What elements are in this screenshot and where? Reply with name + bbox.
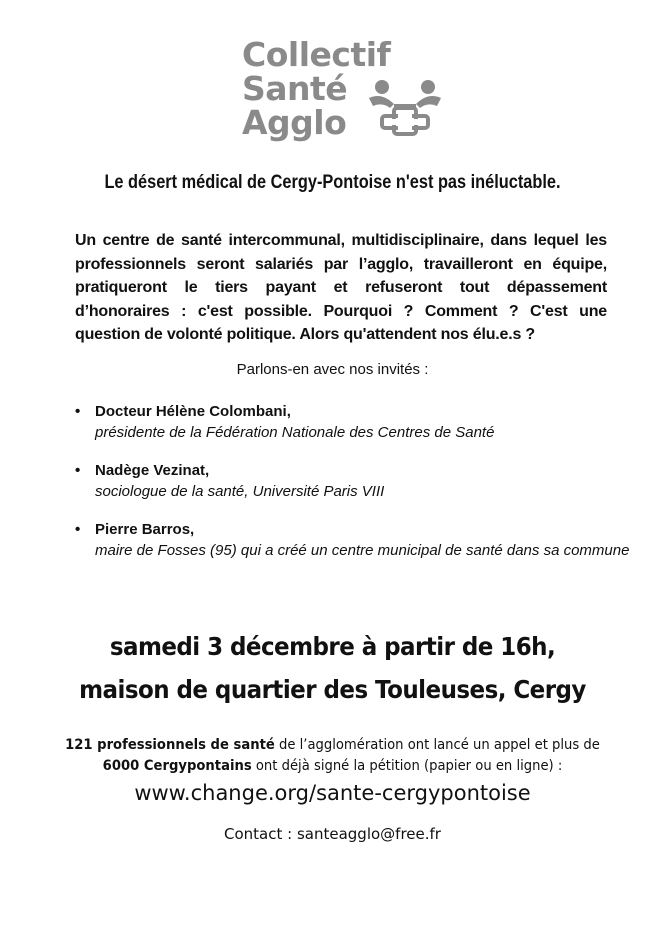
logo-text-agglo: Agglo bbox=[242, 103, 347, 142]
event-date: samedi 3 décembre à partir de 16h, bbox=[109, 632, 556, 661]
bullet: • bbox=[75, 462, 81, 479]
guest-item bbox=[75, 401, 635, 443]
event-place: maison de quartier des Touleuses, Cergy bbox=[79, 675, 586, 704]
guest-list bbox=[75, 401, 635, 578]
guest-item bbox=[75, 519, 635, 561]
guest-role: sociologue de la santé, Université Paris VIII bbox=[95, 483, 385, 500]
footer-line-1-text: de l’agglomération ont lancé un appel et plus de bbox=[274, 737, 600, 753]
footer-line-2 bbox=[20, 756, 645, 777]
guests-lead: Parlons-en avec nos invités : bbox=[236, 361, 429, 378]
people-medical-cross-icon bbox=[364, 78, 446, 138]
petition-url[interactable]: www.change.org/sante-cergypontoise bbox=[134, 781, 531, 805]
bullet: • bbox=[75, 403, 81, 420]
guest-role: présidente de la Fédération Nationale des Centres de Santé bbox=[95, 424, 495, 441]
footer-signers-count: 6000 Cergypontains bbox=[102, 758, 252, 774]
guest-item bbox=[75, 460, 635, 502]
guest-name: Nadège Vezinat, bbox=[95, 462, 210, 479]
headline: Le désert médical de Cergy-Pontoise n'est pas inéluctable. bbox=[104, 172, 561, 193]
guest-role: maire de Fosses (95) qui a créé un centre municipal de santé dans sa commune bbox=[95, 542, 630, 559]
logo-text-collectif: Collectif bbox=[242, 35, 391, 74]
footer-line-1 bbox=[20, 735, 645, 756]
intro-paragraph: Un centre de santé intercommunal, multidisciplinaire, dans lequel les professionnels seront salariés par l’agglo, travailleront en équipe, pratiqueront le tiers payant et refuseront tout dépassement d’honoraires : c'est possible. Pourquoi ? Comment ? C'est une question de volonté politique. Alors qu'attendent nos élu.e.s ? bbox=[75, 232, 607, 343]
footer-line-2-text: ont déjà signé la pétition (papier ou en ligne) : bbox=[251, 758, 563, 774]
bullet: • bbox=[75, 521, 81, 538]
guest-name: Pierre Barros, bbox=[95, 521, 195, 538]
guest-name: Docteur Hélène Colombani, bbox=[95, 403, 291, 420]
footer-professionals-count: 121 professionnels de santé bbox=[65, 737, 275, 753]
logo bbox=[242, 35, 452, 143]
logo-text-sante: Santé bbox=[242, 69, 348, 108]
contact-email[interactable]: Contact : santeagglo@free.fr bbox=[224, 825, 441, 843]
